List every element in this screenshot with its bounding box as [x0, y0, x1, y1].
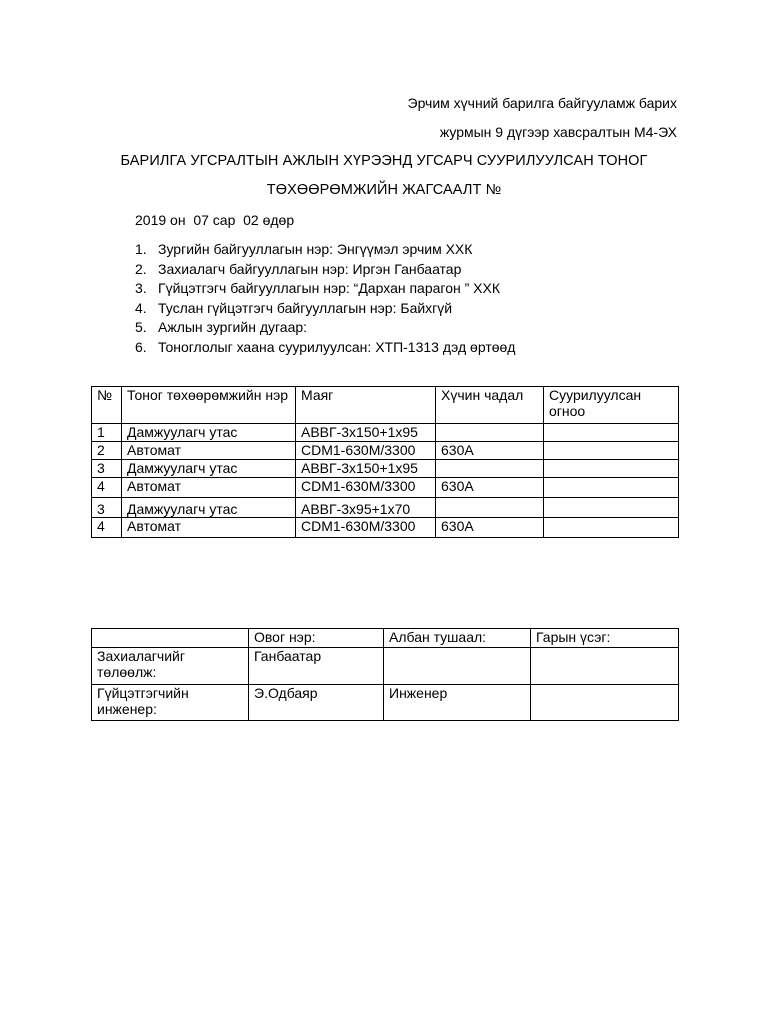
- table-cell: 4: [92, 518, 122, 538]
- info-item: [135, 240, 515, 260]
- table-cell: [544, 460, 679, 478]
- header-cell-role: [92, 629, 249, 648]
- info-item-number: 1.: [135, 241, 147, 257]
- table-cell: 1: [92, 424, 122, 442]
- table-cell: Автомат: [122, 442, 296, 460]
- table-cell: Захиалагчийг төлөөлж:: [92, 648, 249, 685]
- header-cell-install-date: Суурилуулсан огноо: [544, 387, 679, 424]
- info-item-text: Захиалагч байгууллагын нэр: Иргэн Ганбаатар: [158, 260, 462, 277]
- info-item-text: Тоноглолыг хаана суурилуулсан: ХТП-1313 дэд өртөөд: [158, 338, 516, 355]
- table-row: [92, 442, 679, 460]
- info-item: [135, 338, 515, 358]
- table-cell: [436, 498, 544, 518]
- table-cell: Дамжуулагч утас: [122, 424, 296, 442]
- table-cell: 630А: [436, 478, 544, 498]
- header-cell-capacity: Хүчин чадал: [436, 387, 544, 424]
- info-item: [135, 318, 515, 338]
- header-cell-name: Тоног төхөөрөмжийн нэр: [122, 387, 296, 424]
- table-row: [92, 498, 679, 518]
- equipment-table: [91, 386, 679, 538]
- header-cell-full-name: Овог нэр:: [249, 629, 384, 648]
- info-item-number: 3.: [135, 280, 147, 296]
- table-cell: Э.Одбаяр: [249, 685, 384, 721]
- info-item-text: Зургийн байгууллагын нэр: Энгүүмэл эрчим ХХК: [158, 241, 473, 257]
- info-item-text: Гүйцэтгэгч байгууллагын нэр: “Дархан парагон ” ХХК: [158, 280, 501, 296]
- document-date: 2019 он 07 сар 02 өдөр: [135, 212, 295, 228]
- signature-table: [91, 628, 679, 721]
- table-cell: 630А: [436, 442, 544, 460]
- info-list: [135, 240, 515, 357]
- table-cell: CDM1-630M/3300: [296, 442, 436, 460]
- info-item-number: 6.: [135, 338, 147, 355]
- table-row: [92, 424, 679, 442]
- table-cell: АВВГ-3х150+1х95: [296, 424, 436, 442]
- header-cell-position: Албан тушаал:: [384, 629, 531, 648]
- equipment-table-header-row: [92, 387, 679, 424]
- table-cell: [544, 424, 679, 442]
- header-cell-number: №: [92, 387, 122, 424]
- info-item: [135, 260, 515, 280]
- table-cell: Автомат: [122, 518, 296, 538]
- table-row: [92, 460, 679, 478]
- table-cell: [544, 498, 679, 518]
- signature-table-header-row: [92, 629, 679, 648]
- info-item-number: 2.: [135, 260, 147, 277]
- info-item: [135, 299, 515, 319]
- table-cell: [544, 478, 679, 498]
- table-cell: Автомат: [122, 478, 296, 498]
- table-row: [92, 648, 679, 685]
- table-cell: Ганбаатар: [249, 648, 384, 685]
- table-cell: [544, 518, 679, 538]
- table-cell: Гүйцэтгэгчийн инженер:: [92, 685, 249, 721]
- signature-cell: [531, 685, 679, 721]
- table-cell: АВВГ-3х150+1х95: [296, 460, 436, 478]
- table-cell: Инженер: [384, 685, 531, 721]
- table-cell: CDM1-630M/3300: [296, 478, 436, 498]
- document-title-line-2: ТӨХӨӨРӨМЖИЙН ЖАГСААЛТ №: [266, 182, 502, 198]
- document-title-line-1: БАРИЛГА УГСРАЛТЫН АЖЛЫН ХҮРЭЭНД УГСАРЧ СУУРИЛУУЛСАН ТОНОГ: [120, 153, 648, 169]
- table-cell: [436, 424, 544, 442]
- table-cell: 630А: [436, 518, 544, 538]
- reference-line-1: Эрчим хүчний барилга байгууламж барих: [407, 95, 677, 111]
- table-cell: Дамжуулагч утас: [122, 498, 296, 518]
- table-cell: [544, 442, 679, 460]
- table-row: [92, 478, 679, 498]
- info-item-number: 4.: [135, 299, 147, 316]
- table-cell: 3: [92, 460, 122, 478]
- table-cell: [384, 648, 531, 685]
- table-cell: АВВГ-3х95+1х70: [296, 498, 436, 518]
- info-item-number: 5.: [135, 319, 147, 335]
- info-item: [135, 279, 515, 299]
- table-cell: 2: [92, 442, 122, 460]
- table-row: [92, 518, 679, 538]
- table-cell: CDM1-630M/3300: [296, 518, 436, 538]
- info-item-text: Ажлын зургийн дугаар:: [158, 319, 308, 335]
- info-item-text: Туслан гүйцэтгэгч байгууллагын нэр: Байхгүй: [158, 299, 453, 316]
- table-cell: Дамжуулагч утас: [122, 460, 296, 478]
- signature-cell: [531, 648, 679, 685]
- table-cell: [436, 460, 544, 478]
- table-cell: 4: [92, 478, 122, 498]
- header-cell-signature: Гарын үсэг:: [531, 629, 679, 648]
- header-cell-model: Маяг: [296, 387, 436, 424]
- table-row: [92, 685, 679, 721]
- reference-line-2: журмын 9 дүгээр хавсралтын М4-ЭХ: [439, 124, 677, 140]
- table-cell: 3: [92, 498, 122, 518]
